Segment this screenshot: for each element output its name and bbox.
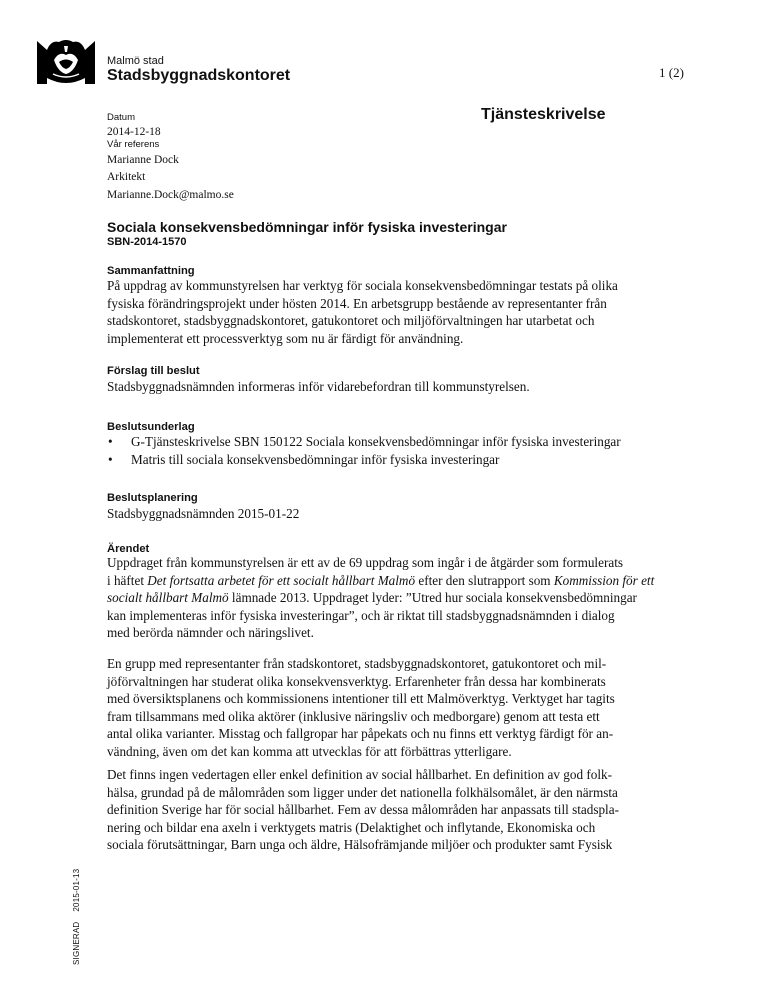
matter-heading: Ärendet	[107, 543, 150, 555]
page-number: 1 (2)	[659, 65, 684, 80]
reference-label: Vår referens	[107, 139, 160, 150]
date-label: Datum	[107, 112, 135, 123]
matter-line: sociala förutsättningar, Barn unga och äldre, Hälsofrämjande miljöer och produkter samt Fysisk	[107, 837, 613, 852]
matter-text: lämnade 2013. Uppdraget lyder: ”Utred hur sociala konsekvensbedömningar	[228, 590, 637, 605]
summary-paragraph	[107, 277, 677, 347]
matter-line: nering och bildar ena axeln i verktygets matris (Delaktighet och inflytande, Ekonomiska och	[107, 819, 596, 835]
organization-name: Malmö stad	[107, 55, 164, 67]
matter-paragraph-3	[107, 766, 677, 854]
matter-text: i häftet	[107, 572, 148, 588]
matter-line: kan implementeras inför fysiska investeringar”, och är riktat till stadsbyggnadsnämnden i dialog	[107, 607, 615, 623]
basis-list-item: • G-Tjänsteskrivelse SBN 150122 Sociala konsekvensbedömningar inför fysiska investeringar	[107, 433, 621, 451]
matter-line	[107, 589, 677, 607]
matter-line: Uppdraget från kommunstyrelsen är ett av de 69 uppdrag som ingår i de åtgärder som formulerats	[107, 555, 623, 570]
matter-line: Det finns ingen vedertagen eller enkel definition av social hållbarhet. En definition av god folk-	[107, 767, 612, 782]
signed-date: 2015-01-13	[72, 868, 81, 912]
case-number: SBN-2014-1570	[107, 236, 187, 248]
proposal-text: Stadsbyggnadsnämnden informeras inför vidarebefordran till kommunstyrelsen.	[107, 379, 530, 394]
matter-text: efter den slutrapport som	[415, 572, 554, 588]
malmo-coat-of-arms-logo	[37, 38, 95, 84]
proposal-paragraph	[107, 378, 677, 396]
author-name: Marianne Dock	[107, 154, 179, 166]
matter-paragraph-2	[107, 655, 677, 760]
document-type: Tjänsteskrivelse	[481, 106, 606, 123]
planning-paragraph	[107, 505, 677, 523]
document-title: Sociala konsekvensbedömningar inför fysiska investeringar	[107, 219, 507, 235]
matter-line: vändning, även om det kan komma att utvecklas för att förbättras ytterligare.	[107, 743, 512, 759]
matter-line	[107, 572, 677, 590]
summary-line: stadskontoret, stadsbyggnadskontoret, gatukontoret och miljöförvaltningen har utarbetat och	[107, 313, 595, 328]
matter-line: En grupp med representanter från stadskontoret, stadsbyggnadskontoret, gatukontoret och mil-	[107, 656, 607, 671]
matter-paragraph-1	[107, 554, 677, 642]
basis-list	[107, 433, 621, 469]
matter-line: med berörda nämnder och näringslivet.	[107, 625, 314, 640]
matter-line: med översiktsplanens och kommissionens intentioner till ett Malmöverktyg. Verktyget har tagits	[107, 691, 615, 706]
proposal-heading: Förslag till beslut	[107, 365, 200, 377]
basis-list-item: • Matris till sociala konsekvensbedömningar inför fysiska investeringar	[107, 451, 621, 469]
matter-line: definition Sverige har för social hållbarhet. Fem av dessa målområden har anpassats till stadspla-	[107, 802, 619, 817]
signed-status: SIGNERAD	[72, 921, 81, 965]
summary-line: fysiska förändringsprojekt under hösten 2014. En arbetsgrupp bestående av representanter från	[107, 295, 607, 311]
planning-heading: Beslutsplanering	[107, 492, 198, 504]
planning-text: Stadsbyggnadsnämnden 2015-01-22	[107, 506, 300, 521]
department-name: Stadsbyggnadskontoret	[107, 67, 291, 84]
commission-title: Kommission för ett	[553, 572, 655, 588]
summary-line: På uppdrag av kommunstyrelsen har verktyg för sociala konsekvensbedömningar testats på olika	[107, 278, 618, 293]
matter-line: fram tillsammans med olika aktörer (inklusive näringsliv och medborgare) genom att testa ett	[107, 708, 600, 724]
publication-title: Det fortsatta arbetet för ett socialt hållbart Malmö	[147, 572, 416, 588]
commission-title: socialt hållbart Malmö	[107, 590, 229, 605]
date-value: 2014-12-18	[107, 126, 161, 138]
matter-line: jöförvaltningen har studerat olika konsekvensverktyg. Erfarenheter från dessa har kombinerats	[107, 673, 606, 689]
basis-heading: Beslutsunderlag	[107, 421, 195, 433]
author-role: Arkitekt	[107, 171, 146, 183]
matter-line: antal olika varianter. Misstag och fallgropar har påpekats och nu finns ett verktyg färdigt för an-	[107, 726, 614, 741]
signature-stamp	[72, 869, 81, 965]
author-email: Marianne.Dock@malmo.se	[107, 189, 234, 201]
summary-line: implementerat ett processverktyg som nu är färdigt för användning.	[107, 330, 464, 346]
matter-line: hälsa, grundad på de målområden som ligger under det nationella folkhälsomålet, är den närmsta	[107, 784, 618, 800]
summary-heading: Sammanfattning	[107, 265, 195, 277]
